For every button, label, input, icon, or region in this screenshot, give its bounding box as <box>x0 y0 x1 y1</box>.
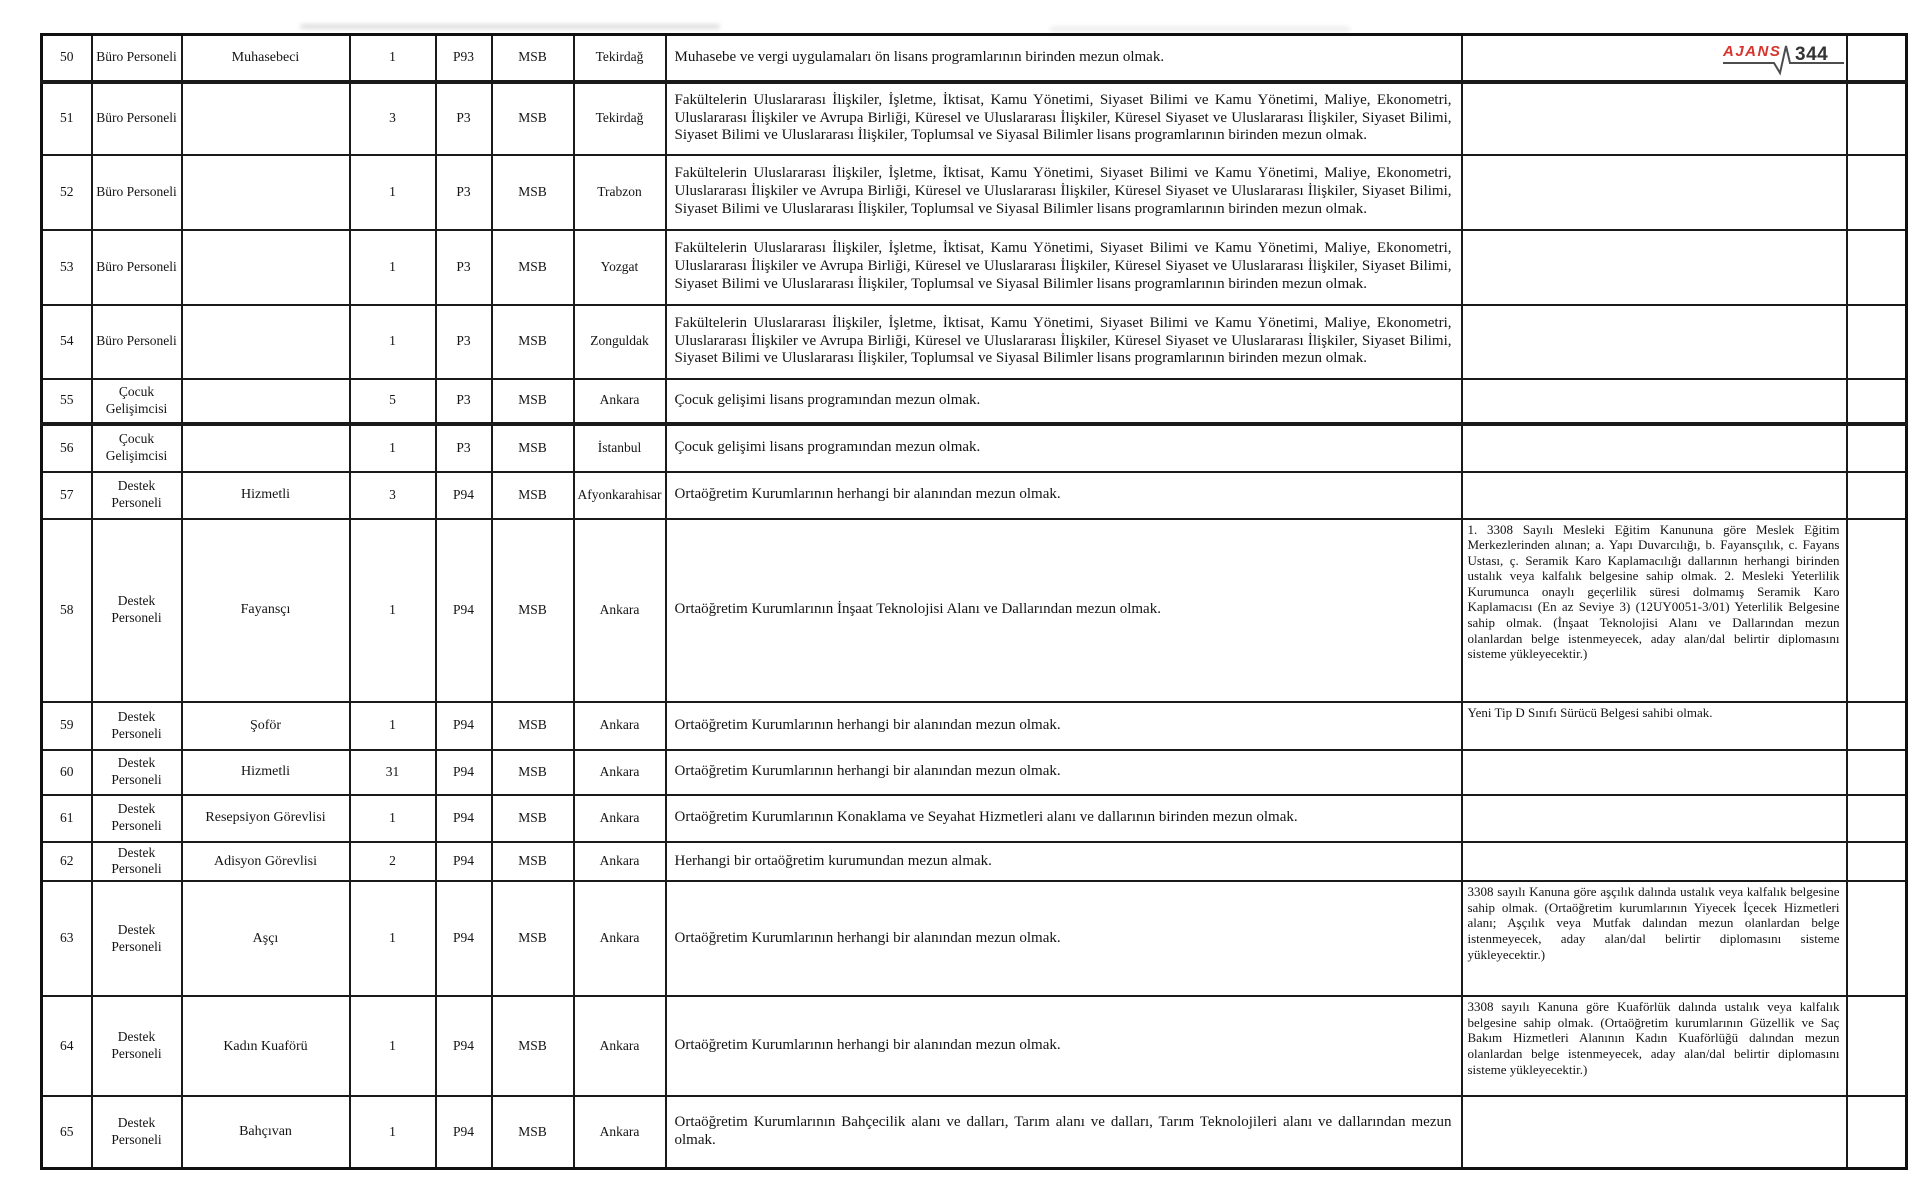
cell-row-number: 56 <box>42 424 92 472</box>
cell-code: P3 <box>436 424 492 472</box>
cell-organization: MSB <box>492 230 574 305</box>
cell-code: P94 <box>436 996 492 1096</box>
cell-city: Ankara <box>574 842 666 882</box>
cell-note <box>1462 305 1847 379</box>
cell-note <box>1462 1096 1847 1168</box>
cell-category: Çocuk Gelişimcisi <box>92 424 182 472</box>
cell-count: 1 <box>350 996 436 1096</box>
cell-organization: MSB <box>492 702 574 750</box>
cell-organization: MSB <box>492 472 574 519</box>
ajans344-logo-graphic <box>1722 36 1846 78</box>
cell-requirement: Ortaöğretim Kurumlarının herhangi bir alanından mezun olmak. <box>666 750 1462 795</box>
cell-count: 3 <box>350 82 436 155</box>
logo-agency-text: AJANS <box>1723 43 1782 60</box>
cell-empty <box>1847 305 1907 379</box>
table-row <box>42 35 1907 82</box>
cell-city: Trabzon <box>574 155 666 230</box>
table-row <box>42 842 1907 882</box>
cell-requirement: Fakültelerin Uluslararası İlişkiler, İşletme, İktisat, Kamu Yönetimi, Siyaset Bilimi ve Kamu Yönetimi, Maliye, Ekonometri, Uluslararası İlişkiler ve Avrupa Birliği, Küresel ve Uluslararası İlişkiler, Küresel Siyaset ve Uluslararası İlişkiler, Siyaset Bilimi, Siyaset Bilimi ve Uluslararası İlişkiler, Toplumsal ve Siyasal Bilimler lisans programlarının birinden mezun olmak. <box>666 305 1462 379</box>
table-row <box>42 996 1907 1096</box>
cell-code: P3 <box>436 379 492 424</box>
cell-code: P93 <box>436 35 492 82</box>
cell-note: Yeni Tip D Sınıfı Sürücü Belgesi sahibi olmak. <box>1462 702 1847 750</box>
table-row <box>42 702 1907 750</box>
cell-city: Ankara <box>574 881 666 996</box>
cell-city: Ankara <box>574 519 666 702</box>
table-row <box>42 881 1907 996</box>
cell-note <box>1462 155 1847 230</box>
table-row <box>42 750 1907 795</box>
cell-position-title: Kadın Kuaförü <box>182 996 350 1096</box>
cell-position-title <box>182 379 350 424</box>
cell-category: Büro Personeli <box>92 82 182 155</box>
cell-requirement: Muhasebe ve vergi uygulamaları ön lisans programlarının birinden mezun olmak. <box>666 35 1462 82</box>
cell-category: Destek Personeli <box>92 795 182 842</box>
cell-position-title: Muhasebeci <box>182 35 350 82</box>
cell-note <box>1462 379 1847 424</box>
cell-position-title <box>182 230 350 305</box>
cell-empty <box>1847 82 1907 155</box>
cell-code: P94 <box>436 472 492 519</box>
cell-category: Destek Personeli <box>92 702 182 750</box>
cell-category: Çocuk Gelişimcisi <box>92 379 182 424</box>
cell-organization: MSB <box>492 1096 574 1168</box>
cell-note: 3308 sayılı Kanuna göre Kuaförlük dalında ustalık veya kalfalık belgesine sahip olmak. (Ortaöğretim kurumlarının Güzellik ve Saç Bakım Hizmetleri Alanının Kadın Kuaförlüğü dalından mezun olanlardan belge istenmeyecek, aday alan/dal belirtir diplomasını sisteme yükleyecektir.) <box>1462 996 1847 1096</box>
cell-organization: MSB <box>492 379 574 424</box>
cell-city: Ankara <box>574 702 666 750</box>
cell-row-number: 64 <box>42 996 92 1096</box>
cell-organization: MSB <box>492 750 574 795</box>
cell-code: P3 <box>436 230 492 305</box>
cell-empty <box>1847 881 1907 996</box>
cell-city: Tekirdağ <box>574 35 666 82</box>
cell-empty <box>1847 702 1907 750</box>
cell-position-title: Şoför <box>182 702 350 750</box>
cell-count: 1 <box>350 881 436 996</box>
cell-category: Destek Personeli <box>92 996 182 1096</box>
cell-row-number: 51 <box>42 82 92 155</box>
cell-row-number: 65 <box>42 1096 92 1168</box>
cell-count: 31 <box>350 750 436 795</box>
cell-note <box>1462 230 1847 305</box>
cell-row-number: 62 <box>42 842 92 882</box>
cell-note <box>1462 424 1847 472</box>
cell-category: Büro Personeli <box>92 35 182 82</box>
cell-organization: MSB <box>492 842 574 882</box>
cell-code: P94 <box>436 795 492 842</box>
cell-code: P94 <box>436 1096 492 1168</box>
table-row <box>42 472 1907 519</box>
cell-organization: MSB <box>492 795 574 842</box>
cell-row-number: 54 <box>42 305 92 379</box>
cell-position-title <box>182 155 350 230</box>
cell-position-title <box>182 82 350 155</box>
cell-category: Destek Personeli <box>92 1096 182 1168</box>
cell-city: Yozgat <box>574 230 666 305</box>
cell-code: P94 <box>436 881 492 996</box>
cell-row-number: 52 <box>42 155 92 230</box>
cell-category: Büro Personeli <box>92 305 182 379</box>
cell-row-number: 61 <box>42 795 92 842</box>
cell-requirement: Ortaöğretim Kurumlarının herhangi bir alanından mezun olmak. <box>666 881 1462 996</box>
cell-row-number: 59 <box>42 702 92 750</box>
cell-note <box>1462 82 1847 155</box>
cell-code: P94 <box>436 750 492 795</box>
cell-organization: MSB <box>492 35 574 82</box>
cell-city: Ankara <box>574 750 666 795</box>
cell-count: 1 <box>350 35 436 82</box>
cell-position-title: Resepsiyon Görevlisi <box>182 795 350 842</box>
table-row <box>42 379 1907 424</box>
cell-code: P3 <box>436 305 492 379</box>
cell-note <box>1462 842 1847 882</box>
cell-organization: MSB <box>492 305 574 379</box>
cell-row-number: 55 <box>42 379 92 424</box>
cell-city: Afyonkarahisar <box>574 472 666 519</box>
cell-organization: MSB <box>492 155 574 230</box>
cell-row-number: 57 <box>42 472 92 519</box>
cell-count: 3 <box>350 472 436 519</box>
cell-category: Destek Personeli <box>92 472 182 519</box>
ajans344-logo <box>1722 36 1846 78</box>
cell-empty <box>1847 155 1907 230</box>
cell-row-number: 60 <box>42 750 92 795</box>
table-row <box>42 519 1907 702</box>
cell-row-number: 50 <box>42 35 92 82</box>
table-row <box>42 82 1907 155</box>
cell-city: Ankara <box>574 996 666 1096</box>
cell-city: Tekirdağ <box>574 82 666 155</box>
cell-position-title: Bahçıvan <box>182 1096 350 1168</box>
cell-city: Ankara <box>574 379 666 424</box>
cell-organization: MSB <box>492 519 574 702</box>
cell-city: İstanbul <box>574 424 666 472</box>
cell-city: Ankara <box>574 795 666 842</box>
cell-requirement: Çocuk gelişimi lisans programından mezun olmak. <box>666 379 1462 424</box>
cell-requirement: Fakültelerin Uluslararası İlişkiler, İşletme, İktisat, Kamu Yönetimi, Siyaset Bilimi ve Kamu Yönetimi, Maliye, Ekonometri, Uluslararası İlişkiler ve Avrupa Birliği, Küresel ve Uluslararası İlişkiler, Küresel Siyaset ve Uluslararası İlişkiler, Siyaset Bilimi, Siyaset Bilimi ve Uluslararası İlişkiler, Toplumsal ve Siyasal Bilimler lisans programlarının birinden mezun olmak. <box>666 230 1462 305</box>
table-row <box>42 424 1907 472</box>
cell-count: 1 <box>350 795 436 842</box>
cell-code: P94 <box>436 519 492 702</box>
cell-position-title: Adisyon Görevlisi <box>182 842 350 882</box>
cell-count: 1 <box>350 155 436 230</box>
cell-empty <box>1847 379 1907 424</box>
cell-position-title <box>182 305 350 379</box>
cell-empty <box>1847 424 1907 472</box>
cell-row-number: 58 <box>42 519 92 702</box>
cell-category: Destek Personeli <box>92 842 182 882</box>
job-table-body <box>42 35 1907 1169</box>
cell-count: 1 <box>350 519 436 702</box>
job-postings-table <box>40 33 1908 1170</box>
cell-category: Büro Personeli <box>92 230 182 305</box>
cell-position-title: Fayansçı <box>182 519 350 702</box>
cell-organization: MSB <box>492 996 574 1096</box>
cell-empty <box>1847 519 1907 702</box>
table-row <box>42 155 1907 230</box>
cell-position-title: Aşçı <box>182 881 350 996</box>
logo-number-text: 344 <box>1795 44 1829 65</box>
cell-position-title <box>182 424 350 472</box>
cell-count: 2 <box>350 842 436 882</box>
cell-code: P94 <box>436 702 492 750</box>
table-row <box>42 230 1907 305</box>
cell-requirement: Herhangi bir ortaöğretim kurumundan mezun almak. <box>666 842 1462 882</box>
cell-row-number: 53 <box>42 230 92 305</box>
table-row <box>42 305 1907 379</box>
scan-smudge <box>1050 27 1350 31</box>
cell-requirement: Ortaöğretim Kurumlarının İnşaat Teknolojisi Alanı ve Dallarından mezun olmak. <box>666 519 1462 702</box>
cell-note: 1. 3308 Sayılı Mesleki Eğitim Kanununa göre Meslek Eğitim Merkezlerinden alınan; a. Yapı Duvarcılığı, b. Fayansçılık, c. Fayans Ustası, ç. Seramik Karo Kaplamacılığı dallarının herhangi birinden ustalık veya kalfalık belgesine sahip olmak. 2. Mesleki Yeterlilik Kurumunca onaylı geçerlilik süresi dolmamış Seramik Karo Kaplamacısı (En az Seviye 3) (12UY0051-3/01) Yeterlilik Belgesine sahip olmak. (İnşaat Teknolojisi Alanı ve Dallarından mezun olanlardan belge istenmeyecek, aday alan/dal belirtir diplomasını sisteme yükleyecektir.) <box>1462 519 1847 702</box>
table-row <box>42 795 1907 842</box>
cell-empty <box>1847 472 1907 519</box>
cell-empty <box>1847 230 1907 305</box>
cell-requirement: Ortaöğretim Kurumlarının herhangi bir alanından mezun olmak. <box>666 702 1462 750</box>
cell-requirement: Çocuk gelişimi lisans programından mezun olmak. <box>666 424 1462 472</box>
scan-smudge <box>300 24 720 29</box>
cell-count: 1 <box>350 424 436 472</box>
cell-empty <box>1847 1096 1907 1168</box>
cell-position-title: Hizmetli <box>182 472 350 519</box>
cell-requirement: Ortaöğretim Kurumlarının herhangi bir alanından mezun olmak. <box>666 996 1462 1096</box>
document-sheet <box>40 33 1905 1170</box>
cell-code: P3 <box>436 82 492 155</box>
cell-row-number: 63 <box>42 881 92 996</box>
cell-count: 5 <box>350 379 436 424</box>
cell-empty <box>1847 750 1907 795</box>
cell-note <box>1462 472 1847 519</box>
cell-empty <box>1847 35 1907 82</box>
cell-count: 1 <box>350 305 436 379</box>
cell-note <box>1462 795 1847 842</box>
cell-city: Ankara <box>574 1096 666 1168</box>
cell-empty <box>1847 795 1907 842</box>
cell-requirement: Fakültelerin Uluslararası İlişkiler, İşletme, İktisat, Kamu Yönetimi, Siyaset Bilimi ve Kamu Yönetimi, Maliye, Ekonometri, Uluslararası İlişkiler ve Avrupa Birliği, Küresel ve Uluslararası İlişkiler, Küresel Siyaset ve Uluslararası İlişkiler, Siyaset Bilimi, Siyaset Bilimi ve Uluslararası İlişkiler, Toplumsal ve Siyasal Bilimler lisans programlarının birinden mezun olmak. <box>666 155 1462 230</box>
cell-requirement: Ortaöğretim Kurumlarının Konaklama ve Seyahat Hizmetleri alanı ve dallarının birinden mezun olmak. <box>666 795 1462 842</box>
cell-position-title: Hizmetli <box>182 750 350 795</box>
cell-category: Büro Personeli <box>92 155 182 230</box>
cell-count: 1 <box>350 230 436 305</box>
cell-organization: MSB <box>492 881 574 996</box>
cell-note <box>1462 750 1847 795</box>
cell-city: Zonguldak <box>574 305 666 379</box>
cell-empty <box>1847 842 1907 882</box>
cell-code: P3 <box>436 155 492 230</box>
cell-code: P94 <box>436 842 492 882</box>
cell-organization: MSB <box>492 424 574 472</box>
cell-organization: MSB <box>492 82 574 155</box>
cell-requirement: Ortaöğretim Kurumlarının Bahçecilik alanı ve dalları, Tarım alanı ve dalları, Tarım Teknolojileri alanı ve dallarından mezun olmak. <box>666 1096 1462 1168</box>
cell-note: 3308 sayılı Kanuna göre aşçılık dalında ustalık veya kalfalık belgesine sahip olmak. (Ortaöğretim kurumlarının Yiyecek İçecek Hizmetleri alanı; Aşçılık veya Mutfak dalından mezun olanlardan belge istenmeyecek, aday alan/dal belirtir diplomasını sisteme yükleyecektir.) <box>1462 881 1847 996</box>
cell-count: 1 <box>350 1096 436 1168</box>
table-row <box>42 1096 1907 1168</box>
cell-requirement: Fakültelerin Uluslararası İlişkiler, İşletme, İktisat, Kamu Yönetimi, Siyaset Bilimi ve Kamu Yönetimi, Maliye, Ekonometri, Uluslararası İlişkiler ve Avrupa Birliği, Küresel ve Uluslararası İlişkiler, Küresel Siyaset ve Uluslararası İlişkiler, Siyaset Bilimi, Siyaset Bilimi ve Uluslararası İlişkiler, Toplumsal ve Siyasal Bilimler lisans programlarının birinden mezun olmak. <box>666 82 1462 155</box>
cell-category: Destek Personeli <box>92 519 182 702</box>
cell-requirement: Ortaöğretim Kurumlarının herhangi bir alanından mezun olmak. <box>666 472 1462 519</box>
cell-empty <box>1847 996 1907 1096</box>
cell-count: 1 <box>350 702 436 750</box>
cell-category: Destek Personeli <box>92 881 182 996</box>
cell-category: Destek Personeli <box>92 750 182 795</box>
